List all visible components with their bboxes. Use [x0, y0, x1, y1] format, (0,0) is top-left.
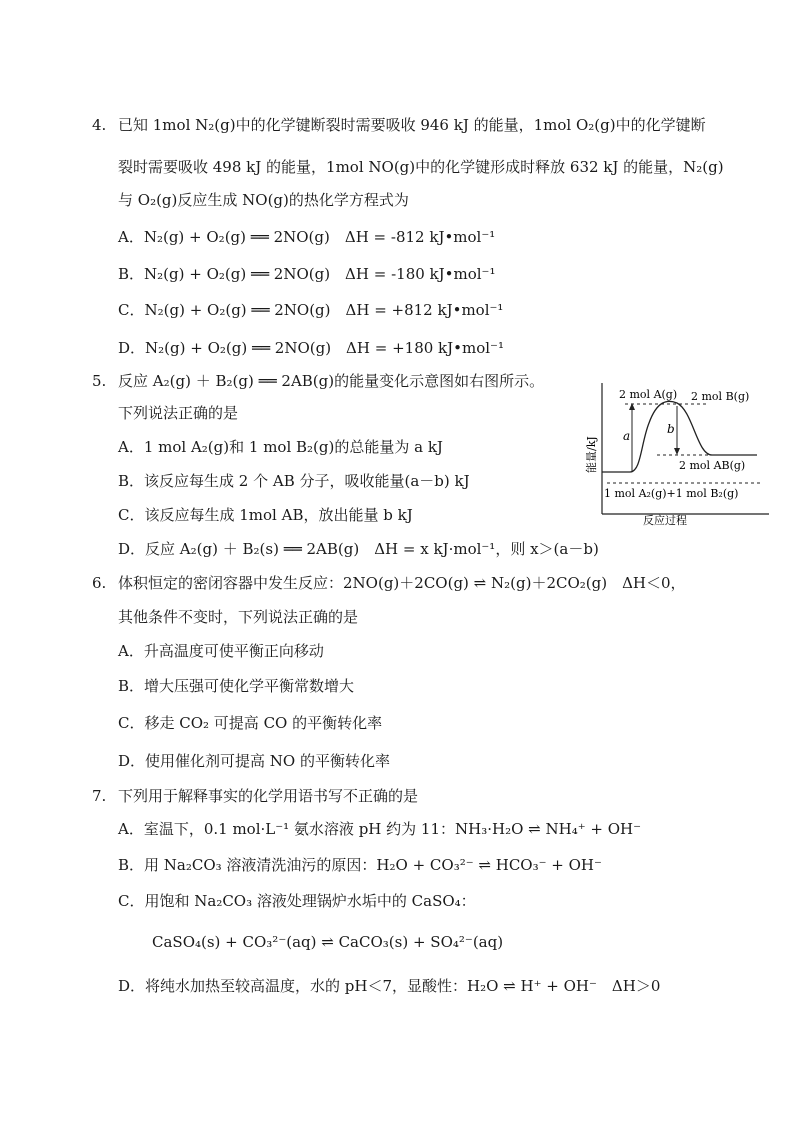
q4-option-b: B．N₂(g) + O₂(g) ══ 2NO(g) ΔH = -180 kJ•mol⁻¹ [118, 265, 496, 283]
q4-option-c: C．N₂(g) + O₂(g) ══ 2NO(g) ΔH = +812 kJ•mol⁻¹ [118, 301, 504, 319]
q6-stem-line1: 体积恒定的密闭容器中发生反应：2NO(g)＋2CO(g) ⇌ N₂(g)＋2CO₂(g) ΔH＜0， [118, 574, 686, 592]
label-bottom: 1 mol A₂(g)+1 mol B₂(g) [604, 487, 739, 500]
q6-option-c: C．移走 CO₂ 可提高 CO 的平衡转化率 [118, 714, 383, 732]
q7-option-b: B．用 Na₂CO₃ 溶液清洗油污的原因：H₂O + CO₃²⁻ ⇌ HCO₃⁻ + OH⁻ [118, 856, 602, 874]
q7-option-d: D．将纯水加热至较高温度，水的 pH＜7，显酸性：H₂O ⇌ H⁺ + OH⁻ ΔH＞0 [118, 977, 661, 995]
q7-stem-line1: 下列用于解释事实的化学用语书写不正确的是 [118, 787, 419, 805]
q4-option-a: A．N₂(g) + O₂(g) ══ 2NO(g) ΔH = -812 kJ•mol⁻¹ [118, 228, 496, 246]
q7-option-a: A．室温下，0.1 mol·L⁻¹ 氨水溶液 pH 约为 11：NH₃·H₂O ⇌ NH₄⁺ + OH⁻ [118, 820, 642, 838]
q5-option-c: C．该反应每生成 1mol AB，放出能量 b kJ [118, 506, 413, 524]
label-mid: 2 mol AB(g) [679, 459, 746, 472]
label-a: a [623, 429, 631, 443]
q4-stem-line3: 与 O₂(g)反应生成 NO(g)的热化学方程式为 [118, 191, 409, 209]
q4-option-d: D．N₂(g) + O₂(g) ══ 2NO(g) ΔH = +180 kJ•mol⁻¹ [118, 339, 504, 357]
q4-number: 4. [92, 116, 107, 134]
q7-option-c: C．用饱和 Na₂CO₃ 溶液处理锅炉水垢中的 CaSO₄： [118, 892, 476, 910]
q7-number: 7. [92, 787, 107, 805]
label-top-right: 2 mol B(g) [691, 390, 750, 403]
q5-stem-line2: 下列说法正确的是 [118, 404, 239, 422]
label-top-left: 2 mol A(g) [619, 388, 678, 401]
label-b: b [667, 422, 675, 436]
q7-option-c-equation: CaSO₄(s) + CO₃²⁻(aq) ⇌ CaCO₃(s) + SO₄²⁻(aq) [152, 933, 504, 951]
q6-stem-line2: 其他条件不变时，下列说法正确的是 [118, 608, 359, 626]
q6-option-a: A．升高温度可使平衡正向移动 [118, 642, 324, 660]
q6-number: 6. [92, 574, 107, 592]
q4-stem-line1: 已知 1mol N₂(g)中的化学键断裂时需要吸收 946 kJ 的能量，1mol O₂(g)中的化学键断 [118, 116, 706, 134]
q5-stem-line1: 反应 A₂(g) ＋ B₂(g) ══ 2AB(g)的能量变化示意图如右图所示。 [118, 372, 545, 390]
q6-option-d: D．使用催化剂可提高 NO 的平衡转化率 [118, 752, 390, 770]
y-axis-label: 能量/kJ [585, 436, 598, 473]
q5-option-b: B．该反应每生成 2 个 AB 分子，吸收能量(a－b) kJ [118, 472, 470, 490]
q5-option-d: D．反应 A₂(g) ＋ B₂(s) ══ 2AB(g) ΔH = x kJ·mol⁻¹，则 x＞(a－b) [118, 540, 599, 558]
energy-diagram [585, 383, 772, 527]
q4-stem-line2: 裂时需要吸收 498 kJ 的能量，1mol NO(g)中的化学键形成时释放 632 kJ 的能量，N₂(g) [118, 158, 724, 176]
q6-option-b: B．增大压强可使化学平衡常数增大 [118, 677, 355, 695]
q5-option-a: A．1 mol A₂(g)和 1 mol B₂(g)的总能量为 a kJ [118, 438, 443, 456]
x-axis-label: 反应过程 [643, 514, 687, 527]
q5-number: 5. [92, 372, 107, 390]
